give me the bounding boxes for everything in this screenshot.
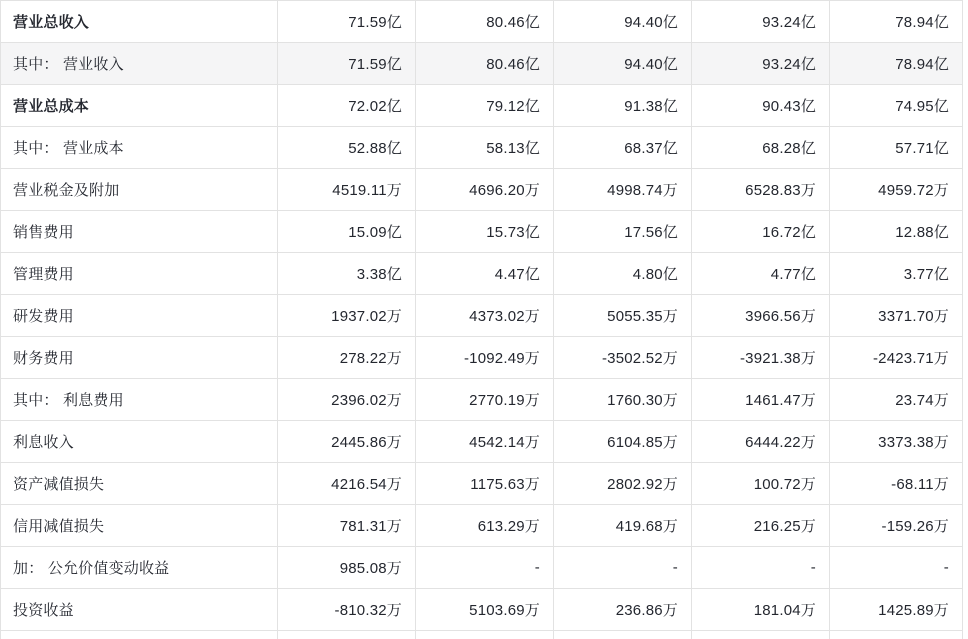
row-value-col1: -810.32万 <box>278 589 416 631</box>
row-value-col5: -2423.71万 <box>830 337 963 379</box>
row-value-col1: 781.31万 <box>278 505 416 547</box>
table-row[interactable] <box>1 127 963 169</box>
table-row-partial[interactable] <box>1 631 963 639</box>
row-value-col1: 52.88亿 <box>278 127 416 169</box>
table-row[interactable] <box>1 169 963 211</box>
row-value-col4: -3921.38万 <box>692 337 830 379</box>
row-value-col5: 74.95亿 <box>830 85 963 127</box>
table-row[interactable] <box>1 379 963 421</box>
row-value-col4: 100.72万 <box>692 463 830 505</box>
row-value-col2: 80.46亿 <box>416 43 554 85</box>
table-row[interactable] <box>1 85 963 127</box>
table-row[interactable] <box>1 43 963 85</box>
row-value-col1: 4519.11万 <box>278 169 416 211</box>
row-value-col3: 6104.85万 <box>554 421 692 463</box>
row-value-col4: 90.43亿 <box>692 85 830 127</box>
row-value-col5: - <box>830 547 963 589</box>
row-value-col4: 6528.83万 <box>692 169 830 211</box>
row-value-col3: 236.86万 <box>554 589 692 631</box>
row-value-col3: 94.40亿 <box>554 43 692 85</box>
row-value-col5: 57.71亿 <box>830 127 963 169</box>
row-label: 信用减值损失 <box>1 505 278 547</box>
row-value-col5 <box>830 631 963 639</box>
row-value-col2: 4696.20万 <box>416 169 554 211</box>
table-row[interactable] <box>1 463 963 505</box>
row-label: 加： 公允价值变动收益 <box>1 547 278 589</box>
table-row[interactable] <box>1 337 963 379</box>
table-row[interactable] <box>1 589 963 631</box>
row-value-col5: 4959.72万 <box>830 169 963 211</box>
row-value-col5: 1425.89万 <box>830 589 963 631</box>
row-value-col4: 3966.56万 <box>692 295 830 337</box>
row-value-col2: 4.47亿 <box>416 253 554 295</box>
row-value-col3: 17.56亿 <box>554 211 692 253</box>
row-value-col4: 4.77亿 <box>692 253 830 295</box>
row-value-col1: 72.02亿 <box>278 85 416 127</box>
row-value-col5: 23.74万 <box>830 379 963 421</box>
row-value-col3: 1760.30万 <box>554 379 692 421</box>
row-value-col2: 613.29万 <box>416 505 554 547</box>
row-label: 营业总收入 <box>1 1 278 43</box>
row-value-col3: 5055.35万 <box>554 295 692 337</box>
row-value-col4: 181.04万 <box>692 589 830 631</box>
row-value-col1: 3.38亿 <box>278 253 416 295</box>
row-value-col2: -1092.49万 <box>416 337 554 379</box>
row-value-col2: 58.13亿 <box>416 127 554 169</box>
row-value-col3: 4998.74万 <box>554 169 692 211</box>
row-label: 投资收益 <box>1 589 278 631</box>
row-value-col4: - <box>692 547 830 589</box>
row-label: 其中： 营业成本 <box>1 127 278 169</box>
row-value-col3: 4.80亿 <box>554 253 692 295</box>
row-value-col4: 216.25万 <box>692 505 830 547</box>
row-value-col1: 4216.54万 <box>278 463 416 505</box>
row-value-col2: 79.12亿 <box>416 85 554 127</box>
table-row[interactable] <box>1 253 963 295</box>
row-value-col5: 78.94亿 <box>830 1 963 43</box>
row-value-col4: 93.24亿 <box>692 1 830 43</box>
row-value-col4: 16.72亿 <box>692 211 830 253</box>
row-value-col5: -159.26万 <box>830 505 963 547</box>
row-value-col1: 1937.02万 <box>278 295 416 337</box>
table-row[interactable] <box>1 1 963 43</box>
row-label: 其中： 营业收入 <box>1 43 278 85</box>
row-value-col4: 93.24亿 <box>692 43 830 85</box>
row-value-col3: 2802.92万 <box>554 463 692 505</box>
row-label: 其中： 利息费用 <box>1 379 278 421</box>
row-value-col2: 80.46亿 <box>416 1 554 43</box>
row-label: 营业税金及附加 <box>1 169 278 211</box>
row-value-col1: 2445.86万 <box>278 421 416 463</box>
row-value-col3: - <box>554 547 692 589</box>
row-value-col3 <box>554 631 692 639</box>
row-value-col3: 94.40亿 <box>554 1 692 43</box>
row-label: 财务费用 <box>1 337 278 379</box>
row-label: 营业总成本 <box>1 85 278 127</box>
table-row[interactable] <box>1 421 963 463</box>
row-value-col2: - <box>416 547 554 589</box>
row-label: 管理费用 <box>1 253 278 295</box>
row-value-col4: 68.28亿 <box>692 127 830 169</box>
row-value-col2: 4542.14万 <box>416 421 554 463</box>
row-label: 研发费用 <box>1 295 278 337</box>
row-value-col2 <box>416 631 554 639</box>
row-value-col5: -68.11万 <box>830 463 963 505</box>
row-value-col3: 91.38亿 <box>554 85 692 127</box>
row-value-col2: 1175.63万 <box>416 463 554 505</box>
row-value-col2: 2770.19万 <box>416 379 554 421</box>
row-value-col1: 71.59亿 <box>278 1 416 43</box>
row-value-col1: 15.09亿 <box>278 211 416 253</box>
row-value-col3: -3502.52万 <box>554 337 692 379</box>
table-row[interactable] <box>1 295 963 337</box>
row-label: 利息收入 <box>1 421 278 463</box>
row-value-col1: 2396.02万 <box>278 379 416 421</box>
row-value-col5: 78.94亿 <box>830 43 963 85</box>
row-value-col1: 71.59亿 <box>278 43 416 85</box>
row-value-col4: 1461.47万 <box>692 379 830 421</box>
row-value-col4: 6444.22万 <box>692 421 830 463</box>
row-value-col5: 3371.70万 <box>830 295 963 337</box>
row-value-col1: 278.22万 <box>278 337 416 379</box>
row-value-col3: 68.37亿 <box>554 127 692 169</box>
row-value-col1: 985.08万 <box>278 547 416 589</box>
table-row[interactable] <box>1 211 963 253</box>
row-value-col5: 3.77亿 <box>830 253 963 295</box>
row-label: 资产减值损失 <box>1 463 278 505</box>
row-value-col2: 4373.02万 <box>416 295 554 337</box>
row-value-col2: 15.73亿 <box>416 211 554 253</box>
row-value-col2: 5103.69万 <box>416 589 554 631</box>
row-label: 销售费用 <box>1 211 278 253</box>
row-label <box>1 631 278 639</box>
row-value-col3: 419.68万 <box>554 505 692 547</box>
row-value-col5: 12.88亿 <box>830 211 963 253</box>
row-value-col5: 3373.38万 <box>830 421 963 463</box>
row-value-col4 <box>692 631 830 639</box>
table-row[interactable] <box>1 505 963 547</box>
row-value-col1 <box>278 631 416 639</box>
table-row[interactable] <box>1 547 963 589</box>
